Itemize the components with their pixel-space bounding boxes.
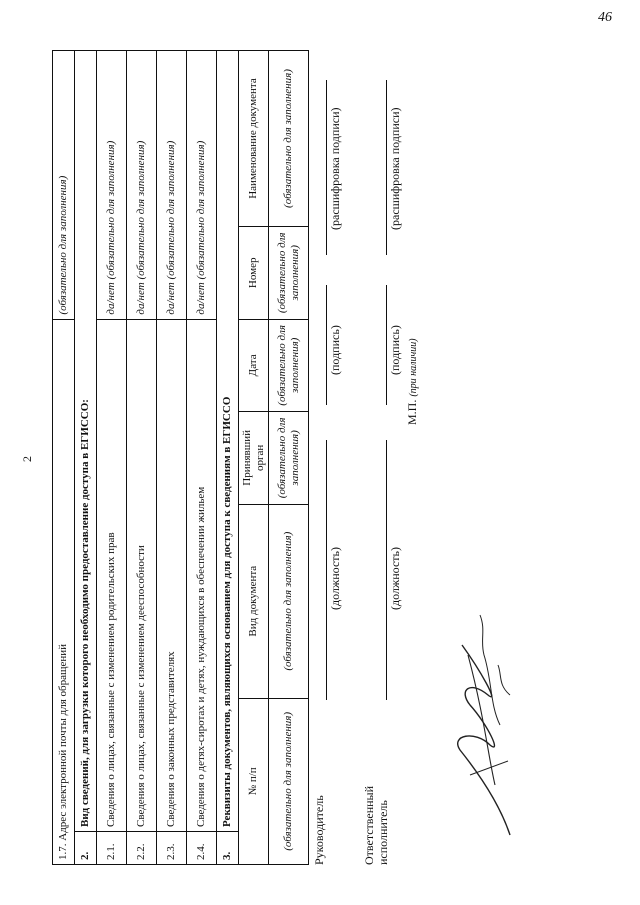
row-2-3-num: 2.3.: [157, 832, 187, 865]
executor-position-line[interactable]: [386, 440, 387, 700]
req-header-date: Дата: [239, 319, 269, 412]
req-header-authority: Принявший орган: [239, 412, 269, 505]
row-2-1-label: Сведения о лицах, связанные с изменением родительских прав: [97, 319, 127, 831]
row-2-2-num: 2.2.: [127, 832, 157, 865]
stamp-text: М.П.: [405, 399, 419, 425]
row-2-4-value[interactable]: да/нет (обязательно для заполнения): [187, 51, 217, 320]
section-3-num: 3.: [217, 832, 239, 865]
row-2-3-value[interactable]: да/нет (обязательно для заполнения): [157, 51, 187, 320]
executor-role-label-1: Ответственный: [362, 785, 376, 865]
section-3-title: Реквизиты документов, являющихся основанием для доступа к сведениям в ЕГИССО: [217, 51, 239, 832]
stamp-note: (при наличии): [408, 338, 419, 397]
head-decode-caption: (расшифровка подписи): [328, 107, 342, 230]
section-3-heading: [217, 51, 239, 865]
req-cell-num[interactable]: (обязательно для заполнения): [269, 698, 309, 864]
head-position-caption: (должность): [328, 547, 342, 610]
executor-decode-caption: (расшифровка подписи): [388, 107, 402, 230]
row-1-7: [53, 51, 75, 865]
stamp-label: [405, 338, 420, 425]
row-2-2-label: Сведения о лицах, связанные с изменением дееспособности: [127, 319, 157, 831]
row-2-1-value[interactable]: да/нет (обязательно для заполнения): [97, 51, 127, 320]
row-2-1: [97, 51, 127, 865]
executor-signature-caption: (подпись): [388, 325, 402, 375]
req-cell-date[interactable]: (обязательно для заполнения): [269, 319, 309, 412]
req-cell-doc-name[interactable]: (обязательно для заполнения): [269, 51, 309, 227]
email-label: 1.7. Адрес электронной почты для обращений: [53, 319, 75, 864]
application-table: [52, 50, 309, 865]
executor-decode-line[interactable]: [386, 80, 387, 255]
row-2-4-num: 2.4.: [187, 832, 217, 865]
row-2-3: [157, 51, 187, 865]
req-header-row: [239, 51, 269, 865]
head-signature-caption: (подпись): [328, 325, 342, 375]
handwritten-page-number: 46: [598, 10, 612, 25]
head-position-line[interactable]: [326, 440, 327, 700]
handwritten-signature: [440, 585, 530, 845]
email-value[interactable]: (обязательно для заполнения): [53, 51, 75, 320]
row-2-2: [127, 51, 157, 865]
req-cell-number[interactable]: (обязательно для заполнения): [269, 227, 309, 320]
page-number: 2: [20, 456, 34, 462]
req-header-number: Номер: [239, 227, 269, 320]
section-2-num: 2.: [75, 832, 97, 865]
head-decode-line[interactable]: [326, 80, 327, 255]
row-2-3-label: Сведения о законных представителях: [157, 319, 187, 831]
req-header-num: № п/п: [239, 698, 269, 864]
req-cell-authority[interactable]: (обязательно для заполнения): [269, 412, 309, 505]
row-2-4: [187, 51, 217, 865]
section-2-title: Вид сведений, для загрузки которого необходимо предоставление доступа в ЕГИССО:: [75, 51, 97, 832]
head-role-label: Руководитель: [312, 795, 326, 865]
row-2-1-num: 2.1.: [97, 832, 127, 865]
req-data-row: [269, 51, 309, 865]
head-signature-line[interactable]: [326, 285, 327, 405]
executor-signature-line[interactable]: [386, 285, 387, 405]
row-2-2-value[interactable]: да/нет (обязательно для заполнения): [127, 51, 157, 320]
row-2-4-label: Сведения о детях-сиротах и детях, нуждающихся в обеспечении жильем: [187, 319, 217, 831]
executor-position-caption: (должность): [388, 547, 402, 610]
req-header-doc-type: Вид документа: [239, 504, 269, 698]
req-cell-doc-type[interactable]: (обязательно для заполнения): [269, 504, 309, 698]
req-header-doc-name: Наименование документа: [239, 51, 269, 227]
section-2-heading: [75, 51, 97, 865]
executor-role-label-2: исполнитель: [376, 800, 390, 865]
